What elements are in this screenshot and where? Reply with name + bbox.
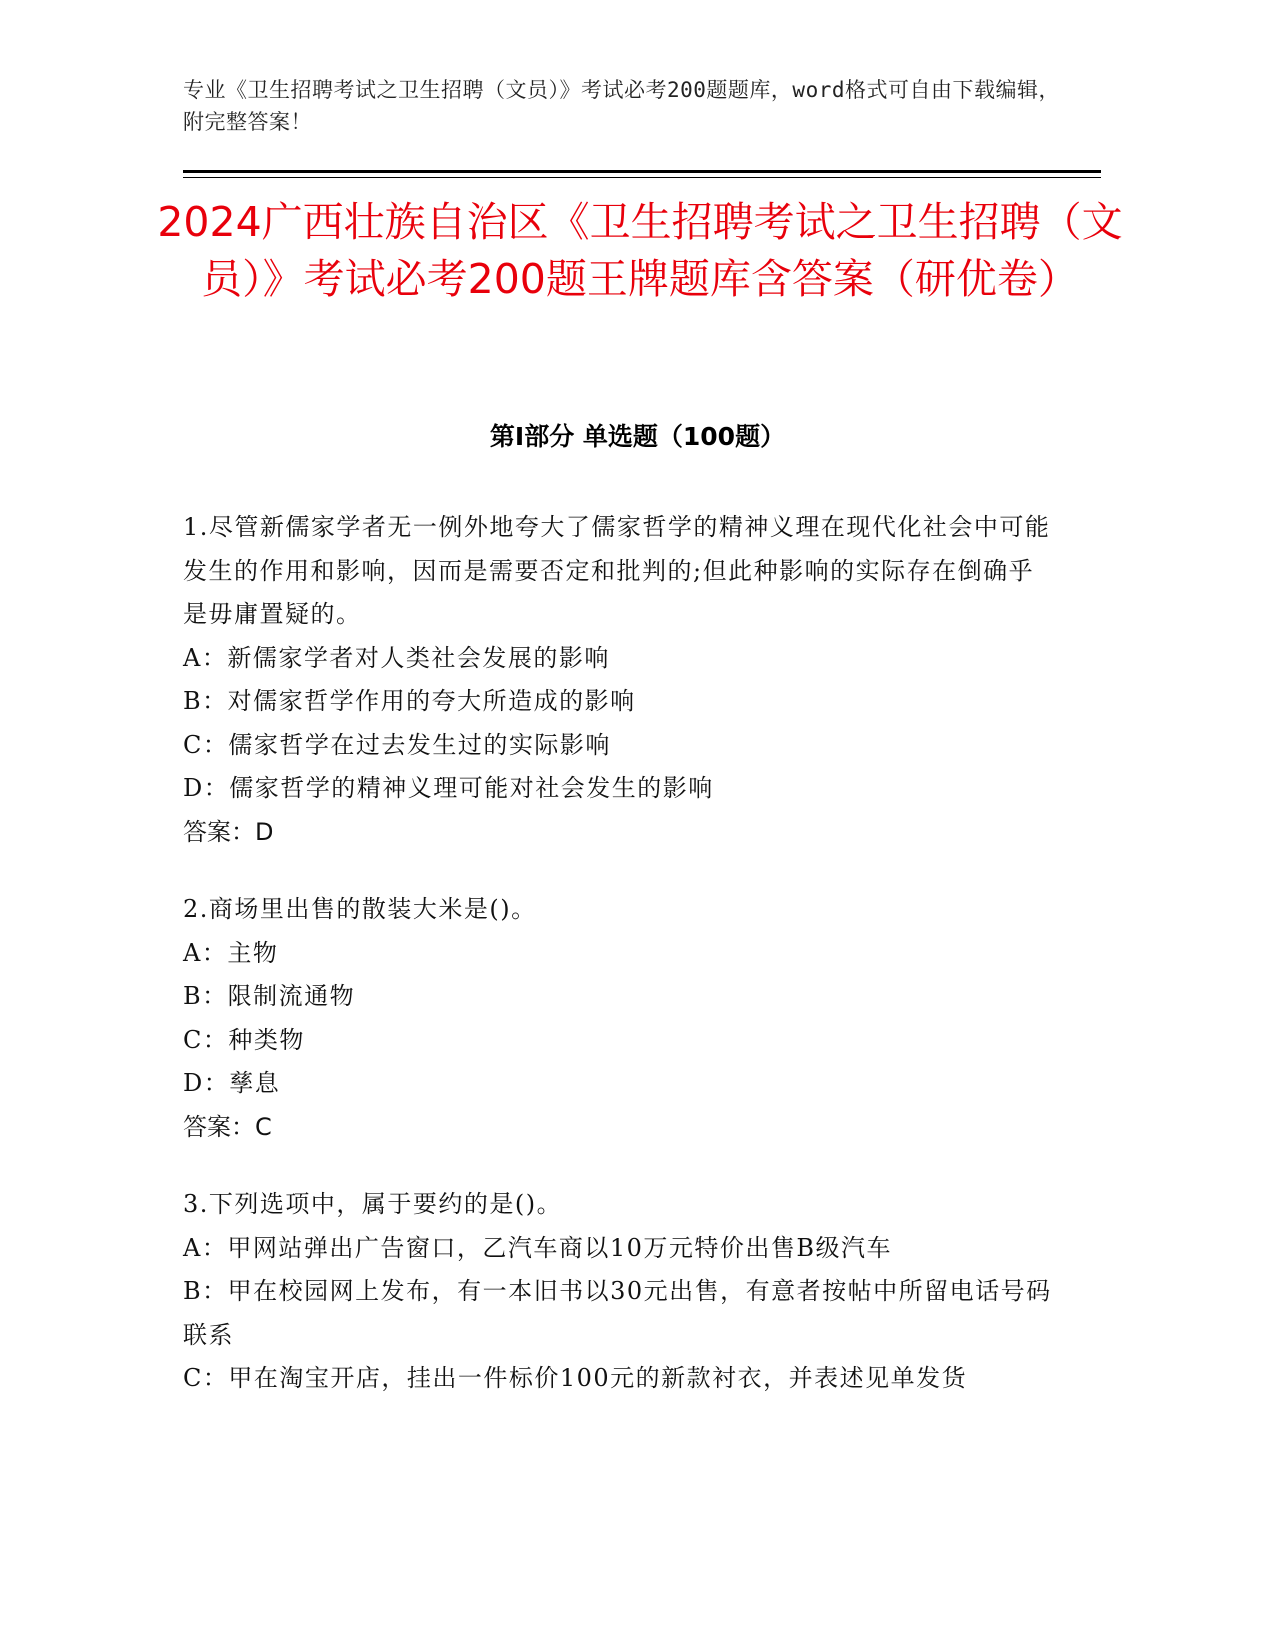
option-c: C：儒家哲学在过去发生过的实际影响	[183, 730, 611, 759]
question-text: 2.商场里出售的散装大米是()。	[183, 895, 537, 923]
answer-line: 答案：D	[183, 817, 274, 846]
option-c: C：甲在淘宝开店，挂出一件标价100元的新款衬衣，并表述见单发货	[183, 1364, 968, 1392]
question-item	[183, 888, 1053, 1149]
question-text: 1.尽管新儒家学者无一例外地夸大了儒家哲学的精神义理在现代化社会中可能发生的作用和影响，因而是需要否定和批判的;但此种影响的实际存在倒确乎是毋庸置疑的。	[183, 513, 1051, 628]
option-d: D：孳息	[183, 1069, 281, 1097]
option-b: B：对儒家哲学作用的夸大所造成的影响	[183, 687, 636, 715]
header-note: 专业《卫生招聘考试之卫生招聘（文员）》考试必考200题题库，word格式可自由下载编辑，附完整答案！	[183, 78, 1060, 134]
option-b: B：限制流通物	[183, 982, 356, 1010]
option-b: B：甲在校园网上发布，有一本旧书以30元出售，有意者按帖中所留电话号码联系	[183, 1277, 1052, 1349]
option-a: A：主物	[183, 938, 279, 967]
header-rule-thin	[183, 177, 1101, 178]
header-rule-thick	[183, 170, 1101, 173]
question-item	[183, 1183, 1053, 1401]
section-heading: 第Ⅰ部分 单选题（100题）	[489, 422, 786, 451]
option-c: C：种类物	[183, 1025, 305, 1054]
option-d: D：儒家哲学的精神义理可能对社会发生的影响	[183, 774, 714, 802]
question-text: 3.下列选项中，属于要约的是()。	[183, 1190, 563, 1218]
document-title: 2024广西壮族自治区《卫生招聘考试之卫生招聘（文员）》考试必考200题王牌题库含答案（研优卷）	[157, 198, 1123, 303]
question-list	[183, 506, 1053, 1421]
answer-line: 答案：C	[183, 1112, 272, 1141]
option-a: A：新儒家学者对人类社会发展的影响	[183, 643, 610, 672]
question-item	[183, 506, 1053, 854]
option-a: A：甲网站弹出广告窗口，乙汽车商以10万元特价出售B级汽车	[183, 1233, 893, 1262]
